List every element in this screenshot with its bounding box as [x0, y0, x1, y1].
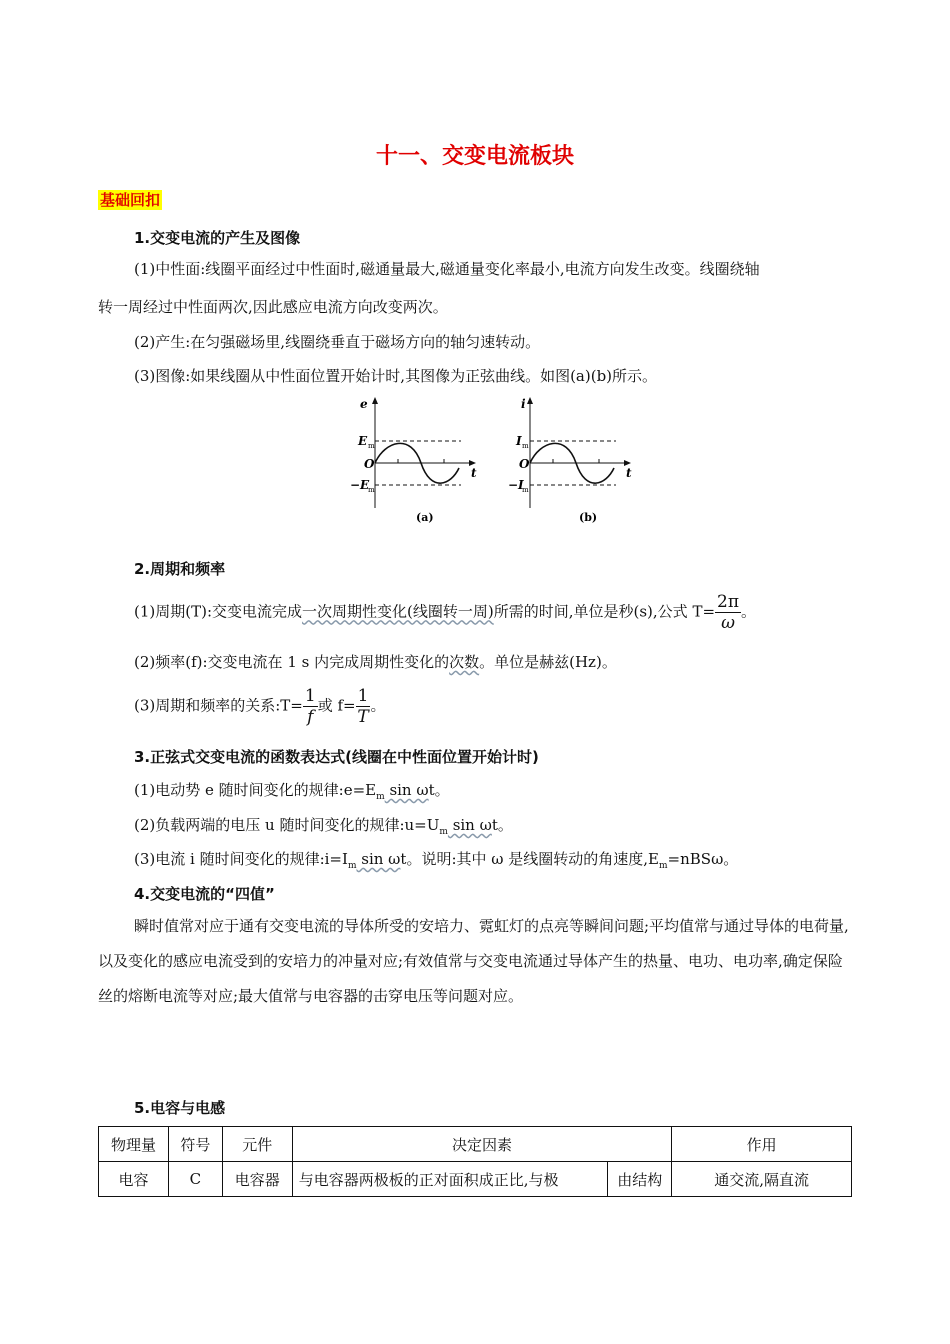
s2-fraction-1 — [303, 686, 318, 727]
s2-period-denominator: ω — [721, 613, 735, 633]
s3-p3-post: =nBSω。 — [667, 850, 739, 868]
s1-p1-line2: 转一周经过中性面两次,因此感应电流方向改变两次。 — [98, 298, 448, 316]
s3-p2-sub: m — [439, 827, 448, 837]
s2-p3 — [134, 686, 385, 727]
table-row — [99, 1162, 852, 1197]
graph-a — [345, 393, 480, 533]
table-header: 决定因素 — [292, 1127, 671, 1162]
graph-a-y-label: e — [360, 397, 368, 411]
graph-a-x-label: t — [471, 466, 477, 480]
table-header: 符号 — [168, 1127, 222, 1162]
graph-b-max-label: I — [516, 434, 522, 448]
graph-b-y-label: i — [521, 397, 526, 411]
s1-p1-line1: (1)中性面:线圈平面经过中性面时,磁通量最大,磁通量变化率最小,电流方向发生改变。线圈绕轴 — [134, 260, 760, 278]
s3-p1-pre: (1)电动势 e 随时间变化的规律:e=E — [134, 781, 377, 799]
s3-p3-sub2: m — [659, 861, 668, 871]
graph-a-y-arrow — [372, 397, 378, 404]
s2-fraction-2 — [356, 686, 371, 727]
table-cell: 电容器 — [222, 1162, 292, 1197]
s2-p1-post: 所需的时间,单位是秒(s),公式 T= — [493, 602, 716, 621]
graph-a-max-sub: m — [368, 442, 375, 450]
s3-p1-sub: m — [376, 792, 385, 802]
section-5-heading: 5.电容与电感 — [134, 1099, 226, 1117]
s3-p2-post: t。 — [491, 816, 513, 834]
table-cell: 与电容器两极板的正对面积成正比,与极 — [292, 1162, 608, 1197]
s2-p1-end: 。 — [741, 602, 757, 621]
graph-b-min-label: −I — [508, 478, 524, 492]
page-title: 十一、交变电流板块 — [375, 144, 574, 169]
s2-fraction-1-den: f — [307, 707, 314, 727]
s3-p2-pre: (2)负载两端的电压 u 随时间变化的规律:u=U — [134, 816, 440, 834]
s2-p2-pre: (2)频率(f):交变电流在 1 s 内完成周期性变化的 — [134, 653, 450, 671]
s4-paragraph: 瞬时值常对应于通有交变电流的导体所受的安培力、霓虹灯的点亮等瞬间问题;平均值常与通过导体的电荷量,以及变化的感应电流受到的安培力的冲量对应;有效值常与交变电流通过导体产生的热量、电功、电功率,确定保险丝的熔断电流等对应;最大值常与电容器的击穿电压等问题对应。 — [98, 917, 849, 1005]
table-header: 作用 — [672, 1127, 852, 1162]
s3-p1 — [134, 779, 450, 808]
graph-a-min-label: −E — [350, 478, 370, 492]
graph-b-y-arrow — [527, 397, 533, 404]
section-1-heading: 1.交变电流的产生及图像 — [134, 229, 301, 247]
table-cell: 由结构 — [608, 1162, 672, 1197]
graph-a-max-label: E — [358, 434, 368, 448]
section-2-heading: 2.周期和频率 — [134, 560, 226, 578]
s3-p1-post: t。 — [428, 781, 450, 799]
s2-p2-post: 。单位是赫兹(Hz)。 — [479, 653, 617, 671]
s3-p3 — [134, 848, 738, 877]
graph-b-max-sub: m — [522, 442, 529, 450]
s2-p1-pre: (1)周期(T):交变电流完成 — [134, 602, 303, 621]
graph-a-min-sub: m — [368, 486, 375, 494]
graph-b — [500, 393, 635, 533]
s2-p1-wavy: 一次周期性变化(线圈转一周) — [302, 602, 494, 621]
section-3-heading: 3.正弦式交变电流的函数表达式(线圈在中性面位置开始计时) — [134, 748, 539, 766]
graph-b-x-label: t — [626, 466, 632, 480]
graph-a-origin: O — [364, 457, 375, 471]
s3-p3-wavy: sin ω — [356, 850, 401, 868]
s2-period-numerator: 2π — [717, 592, 740, 612]
graph-b-min-sub: m — [522, 486, 529, 494]
s2-p2-wavy: 次数 — [449, 653, 480, 671]
table-cell: 通交流,隔直流 — [672, 1162, 852, 1197]
s2-period-fraction — [715, 592, 741, 633]
s2-p3-pre: (3)周期和频率的关系:T= — [134, 696, 303, 715]
s3-p2-wavy: sin ω — [447, 816, 492, 834]
s3-p3-sub: m — [347, 861, 357, 871]
s2-p1 — [134, 592, 756, 633]
graph-a-caption: (a) — [416, 511, 434, 524]
s2-fraction-2-num: 1 — [357, 686, 369, 706]
s2-p3-end: 。 — [370, 696, 386, 715]
table-cell: C — [168, 1162, 222, 1197]
table-header: 元件 — [222, 1127, 292, 1162]
s2-fraction-2-den: T — [357, 707, 369, 727]
section-tag: 基础回扣 — [100, 191, 161, 209]
s3-p3-mid: t。说明:其中 ω 是线圈转动的角速度,E — [400, 850, 659, 868]
s2-fraction-1-num: 1 — [304, 686, 316, 706]
s1-p3: (3)图像:如果线圈从中性面位置开始计时,其图像为正弦曲线。如图(a)(b)所示。 — [134, 367, 658, 385]
s3-p2 — [134, 814, 513, 843]
table-header: 物理量 — [99, 1127, 169, 1162]
graph-b-origin: O — [519, 457, 530, 471]
s3-p3-pre: (3)电流 i 随时间变化的规律:i=I — [134, 850, 348, 868]
s2-p3-mid: 或 f= — [317, 696, 356, 715]
table-cell: 电容 — [99, 1162, 169, 1197]
capacitance-inductance-table — [98, 1126, 852, 1197]
s3-p1-wavy: sin ω — [384, 781, 429, 799]
s1-p2: (2)产生:在匀强磁场里,线圈绕垂直于磁场方向的轴匀速转动。 — [134, 333, 541, 351]
s2-p2 — [134, 651, 617, 673]
table-header-row — [99, 1127, 852, 1162]
graph-b-caption: (b) — [579, 511, 598, 524]
section-4-heading: 4.交变电流的“四值” — [134, 885, 275, 903]
